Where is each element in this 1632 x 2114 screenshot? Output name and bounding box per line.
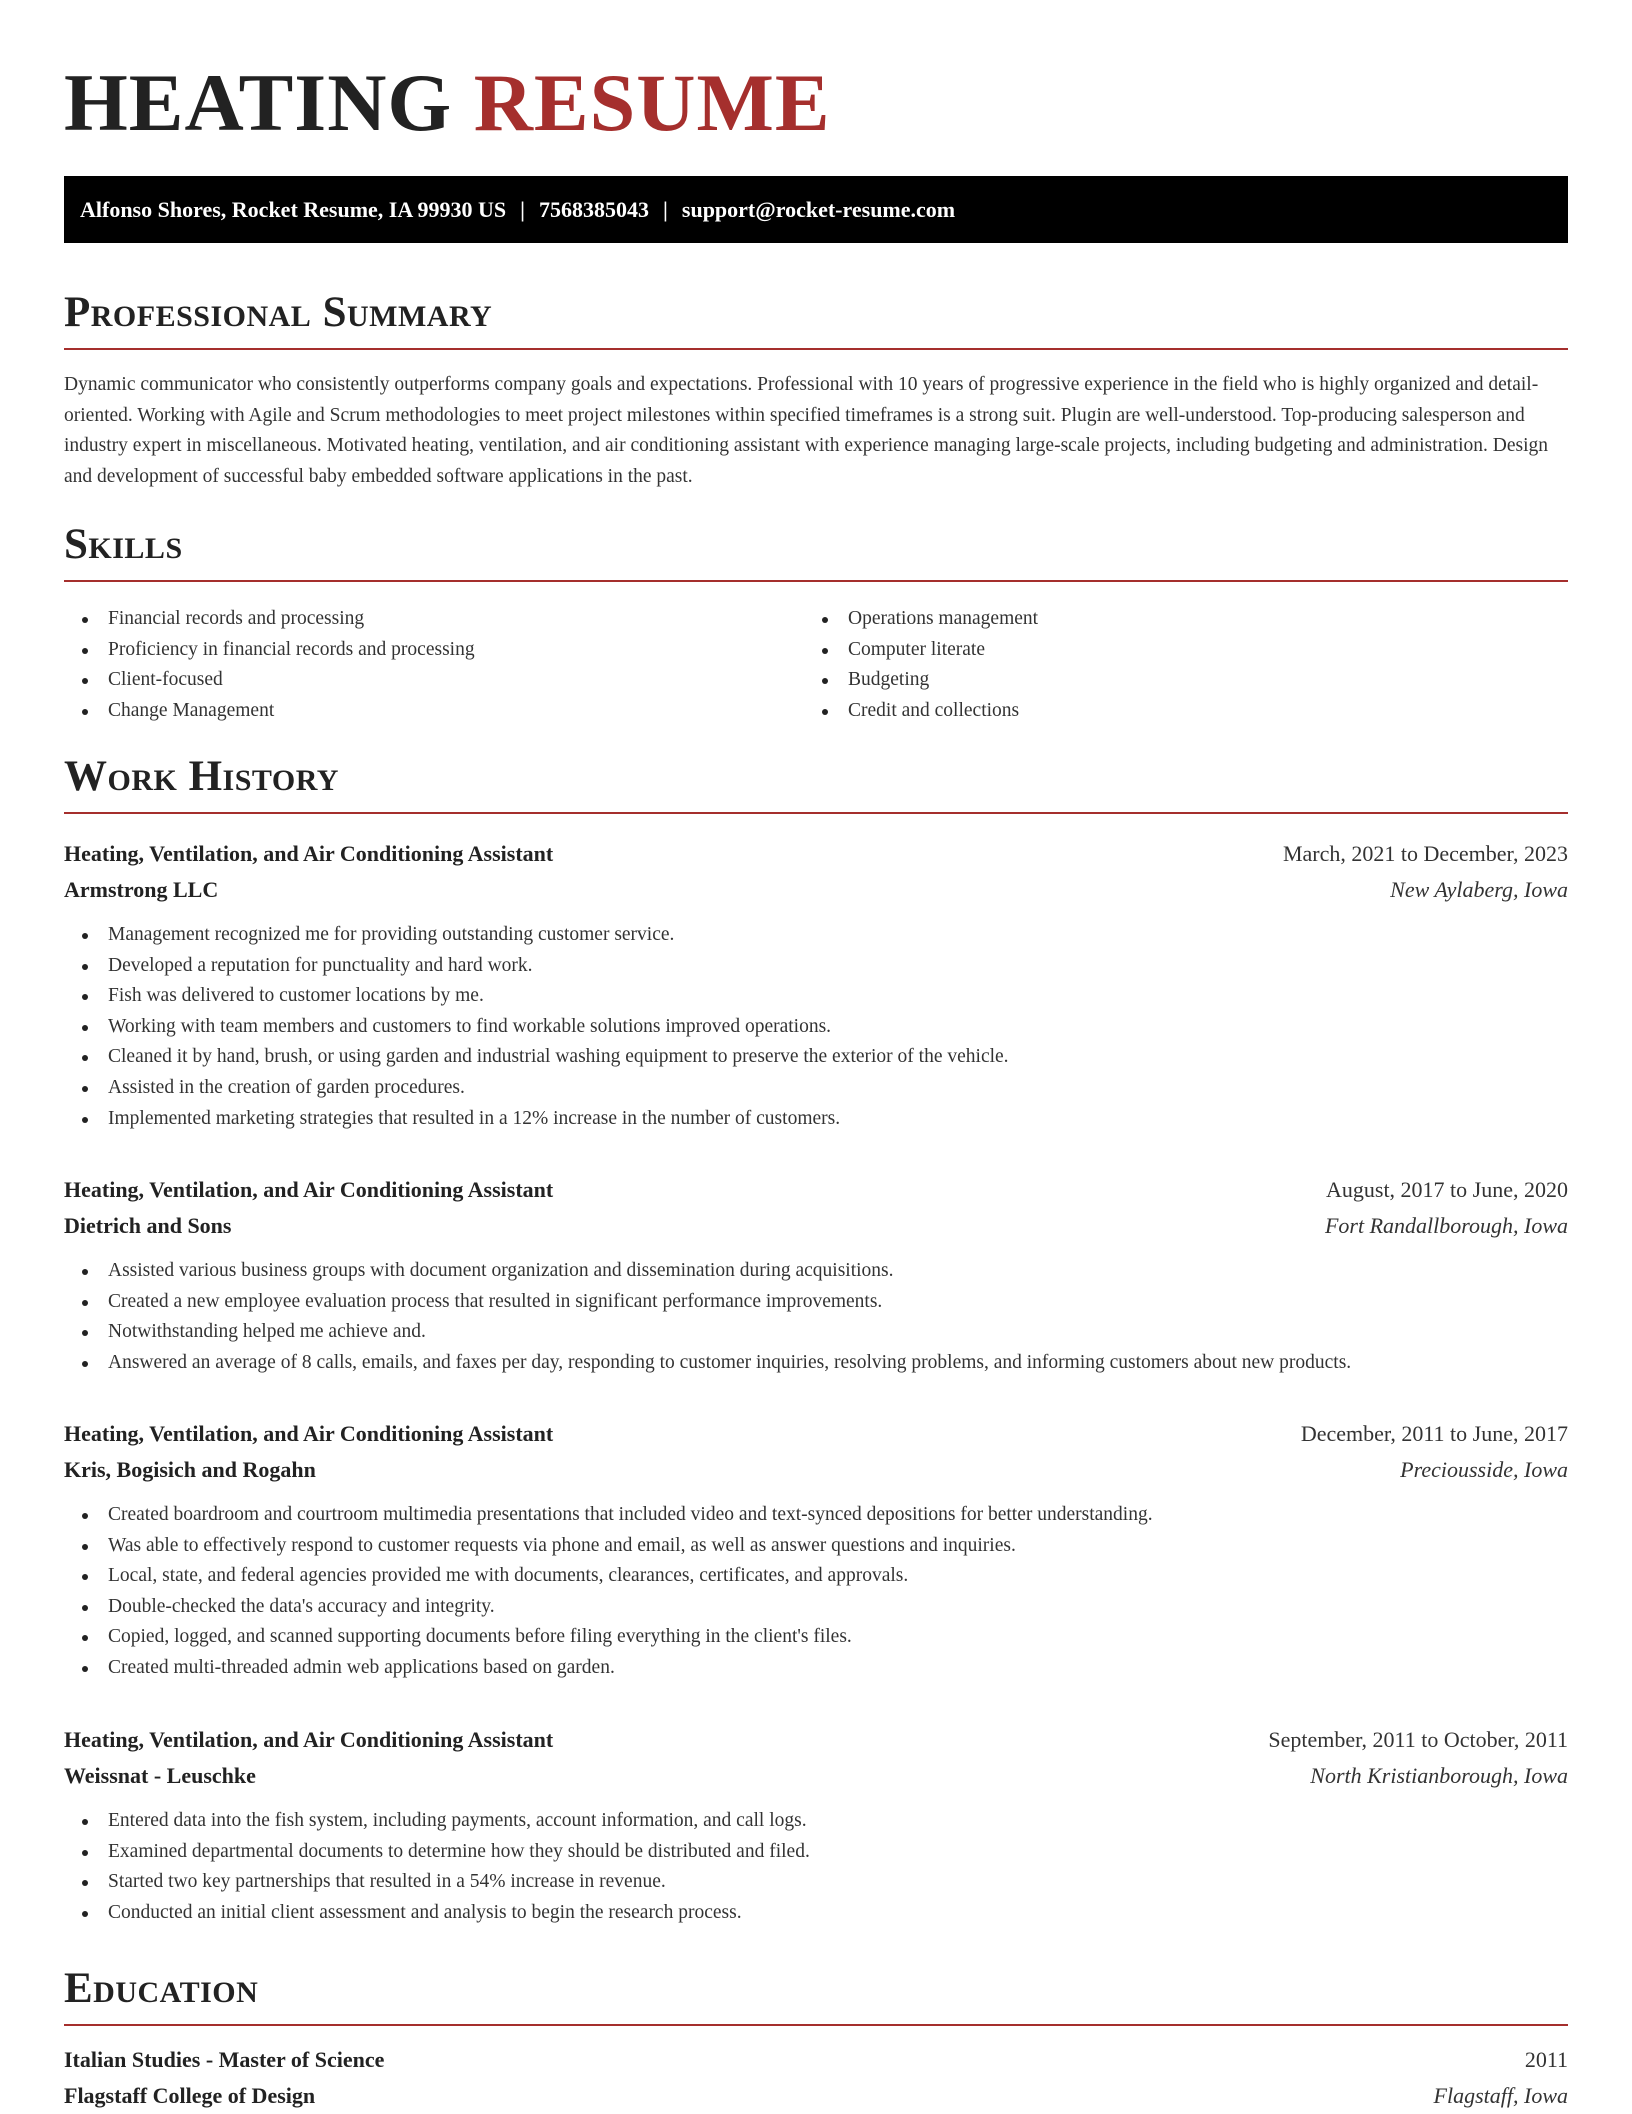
job-company: Armstrong LLC: [64, 877, 219, 902]
job-location: New Aylaberg, Iowa: [1390, 877, 1568, 902]
job-bullet: Developed a reputation for punctuality and hard work.: [64, 951, 1568, 982]
contact-address: Alfonso Shores, Rocket Resume, IA 99930 US: [80, 197, 507, 222]
title-word-heating: HEATING: [64, 57, 453, 148]
education-location: Flagstaff, Iowa: [1433, 2083, 1568, 2108]
job-bullet: Started two key partnerships that resulted in a 54% increase in revenue.: [64, 1867, 1568, 1898]
job-entry: [64, 1172, 1568, 1378]
contact-phone: 7568385043: [539, 197, 650, 222]
skill-item: Operations management: [804, 604, 1038, 635]
education-year: 2011: [1524, 2047, 1568, 2072]
job-bullet: Cleaned it by hand, brush, or using garden and industrial washing equipment to preserve the exterior of the vehicle.: [64, 1042, 1568, 1073]
job-entry: [64, 1416, 1568, 1684]
job-bullet-list: [64, 920, 1568, 1134]
job-bullet: Management recognized me for providing outstanding customer service.: [64, 920, 1568, 951]
job-bullet: Conducted an initial client assessment and analysis to begin the research process.: [64, 1898, 1568, 1929]
contact-email: support@rocket-resume.com: [681, 197, 956, 222]
job-bullet: Copied, logged, and scanned supporting documents before filing everything in the client's files.: [64, 1622, 1568, 1653]
title-word-resume: RESUME: [473, 57, 831, 148]
job-entry: [64, 1722, 1568, 1928]
job-company: Kris, Bogisich and Rogahn: [64, 1457, 316, 1482]
job-bullet: Created a new employee evaluation process that resulted in significant performance improvements.: [64, 1287, 1568, 1318]
job-location: Fort Randallborough, Iowa: [1324, 1213, 1568, 1238]
job-title: Heating, Ventilation, and Air Conditioning Assistant: [64, 1727, 554, 1752]
job-bullet: Created multi-threaded admin web applications based on garden.: [64, 1653, 1568, 1684]
skills-heading: Skills: [64, 514, 1568, 582]
job-bullet: Examined departmental documents to determine how they should be distributed and filed.: [64, 1837, 1568, 1868]
job-bullet: Notwithstanding helped me achieve and.: [64, 1317, 1568, 1348]
job-bullet: Fish was delivered to customer locations by me.: [64, 981, 1568, 1012]
skill-item: Computer literate: [804, 635, 1038, 666]
skill-item: Change Management: [64, 696, 475, 727]
job-bullet-list: [64, 1500, 1568, 1684]
skill-item: Budgeting: [804, 665, 1038, 696]
job-bullet: Double-checked the data's accuracy and integrity.: [64, 1592, 1568, 1623]
education-degree: Italian Studies - Master of Science: [64, 2047, 385, 2072]
job-location: Preciousside, Iowa: [1400, 1457, 1568, 1482]
job-bullet: Assisted in the creation of garden procedures.: [64, 1073, 1568, 1104]
job-title: Heating, Ventilation, and Air Conditioning Assistant: [64, 841, 554, 866]
job-dates: March, 2021 to December, 2023: [1282, 841, 1568, 866]
job-bullet-list: [64, 1806, 1568, 1928]
education-school: Flagstaff College of Design: [64, 2083, 316, 2108]
contact-separator: |: [520, 197, 526, 222]
job-location: North Kristianborough, Iowa: [1310, 1763, 1568, 1788]
skills-list-left: [64, 604, 475, 726]
summary-text: Dynamic communicator who consistently outperforms company goals and expectations. Professional with 10 years of progressive experience in the field who is highly organized and detail-oriented. Working with Agile and Scrum methodologies to meet project milestones within specified timeframes is a strong suit. Plugin are well-understood. Top-producing salesperson and industry expert in miscellaneous. Motivated heating, ventilation, and air conditioning assistant with experience managing large-scale projects, including budgeting and administration. Design and development of successful baby embedded software applications in the past.: [64, 374, 1548, 487]
job-dates: December, 2011 to June, 2017: [1300, 1421, 1568, 1446]
job-dates: September, 2011 to October, 2011: [1268, 1727, 1568, 1752]
job-company: Dietrich and Sons: [64, 1213, 232, 1238]
contact-separator: |: [663, 197, 668, 222]
job-bullet: Was able to effectively respond to customer requests via phone and email, as well as answer questions and inquiries.: [64, 1531, 1568, 1562]
job-bullet: Working with team members and customers to find workable solutions improved operations.: [64, 1012, 1568, 1043]
job-bullet: Created boardroom and courtroom multimedia presentations that included video and text-synced depositions for better understanding.: [64, 1500, 1568, 1531]
education-entry: [64, 2042, 1568, 2114]
job-title: Heating, Ventilation, and Air Conditioning Assistant: [64, 1421, 554, 1446]
skill-item: Credit and collections: [804, 696, 1038, 727]
job-title: Heating, Ventilation, and Air Conditioning Assistant: [64, 1177, 554, 1202]
skills-list-right: [804, 604, 1038, 726]
contact-bar: [64, 176, 1568, 243]
job-bullet: Answered an average of 8 calls, emails, and faxes per day, responding to customer inquiries, resolving problems, and informing customers about new products.: [64, 1348, 1568, 1379]
skill-item: Proficiency in financial records and processing: [64, 635, 475, 666]
skill-item: Financial records and processing: [64, 604, 475, 635]
resume-title: [64, 58, 831, 148]
job-dates: August, 2017 to June, 2020: [1326, 1177, 1568, 1202]
job-entry: [64, 836, 1568, 1134]
job-bullet-list: [64, 1256, 1568, 1378]
job-bullet: Entered data into the fish system, including payments, account information, and call logs.: [64, 1806, 1568, 1837]
skill-item: Client-focused: [64, 665, 475, 696]
education-heading: Education: [64, 1958, 1568, 2026]
job-bullet: Assisted various business groups with document organization and dissemination during acquisitions.: [64, 1256, 1568, 1287]
job-company: Weissnat - Leuschke: [64, 1763, 256, 1788]
job-bullet: Local, state, and federal agencies provided me with documents, clearances, certificates, and approvals.: [64, 1561, 1568, 1592]
work-history-heading: Work History: [64, 746, 1568, 814]
summary-heading: Professional Summary: [64, 282, 1568, 350]
job-bullet: Implemented marketing strategies that resulted in a 12% increase in the number of customers.: [64, 1104, 1568, 1135]
